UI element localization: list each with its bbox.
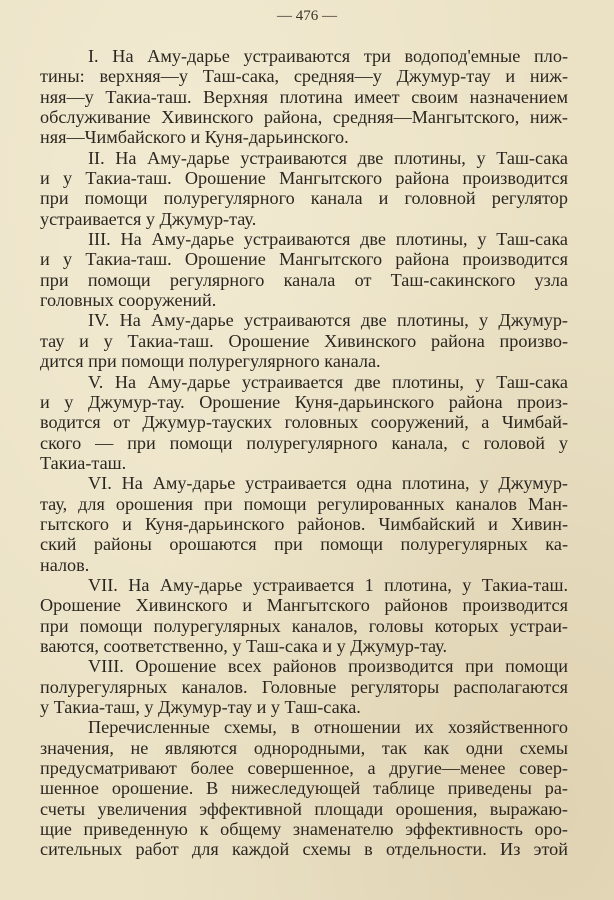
text-line: Такиа-таш. <box>40 452 127 473</box>
text-line: IV. На Аму-дарье устраиваются две плотины, у Джумур- <box>88 310 568 331</box>
text-line: щие приведенную к общему знаменателю эффективность оро- <box>40 819 568 840</box>
text-line: водится от Джумур-тауских головных сооружений, а Чимбай- <box>40 412 568 433</box>
text-line: налов. <box>40 554 90 575</box>
text-line: головных сооружений. <box>40 290 217 311</box>
text-line: V. На Аму-дарье устраивается две плотины, у Таш-сака <box>88 371 568 392</box>
text-line: и у Такиа-таш. Орошение Мангытского района производится <box>40 168 568 189</box>
text-line: VII. На Аму-дарье устраивается 1 плотина, у Такиа-таш. <box>88 574 568 595</box>
text-line: няя—Чимбайского и Куня-дарьинского. <box>40 127 349 148</box>
paragraph <box>40 46 568 148</box>
text-line: Орошение Хивинского и Мангытского районов производится <box>40 595 568 616</box>
text-line: шенное орошение. В нижеследующей таблице приведены ра- <box>40 778 568 799</box>
text-line: VI. На Аму-дарье устраивается одна плотина, у Джумур- <box>88 473 568 494</box>
text-line: при помощи регулярного канала от Таш-сакинского узла <box>40 269 568 290</box>
text-line: счеты увеличения эффективной площади орошения, выражаю- <box>40 798 568 819</box>
text-line: Перечисленные схемы, в отношении их хозяйственного <box>88 717 568 738</box>
paragraph <box>40 717 568 859</box>
paragraph <box>40 575 568 656</box>
document-body <box>40 46 568 860</box>
text-line: дится при помощи полурегулярного канала. <box>40 351 381 372</box>
text-line: тау, для орошения при помощи регулированных каналов Ман- <box>40 493 568 514</box>
paragraph <box>40 372 568 474</box>
text-line: и у Джумур-тау. Орошение Куня-дарьинского района произ- <box>40 391 568 412</box>
paragraph <box>40 229 568 310</box>
text-line: III. На Аму-дарье устраиваются две плотины, у Таш-сака <box>88 229 568 250</box>
text-line: обслуживание Хивинского района, средняя—Мангытского, ниж- <box>40 107 568 128</box>
paragraph <box>40 310 568 371</box>
text-line: няя—у Такиа-таш. Верхняя плотина имеет своим назначением <box>40 86 568 107</box>
text-line: гытского и Куня-дарьинского районов. Чимбайский и Хивин- <box>40 513 568 534</box>
text-line: тины: верхняя—у Таш-сака, средняя—у Джумур-тау и ниж- <box>40 66 568 87</box>
text-line: предусматривают более совершенное, а другие—менее совер- <box>40 758 568 779</box>
text-line: сительных работ для каждой схемы в отдельности. Из этой <box>40 839 568 860</box>
paragraph <box>40 473 568 575</box>
text-line: ского — при помощи полурегулярного канала, с головой у <box>40 432 568 453</box>
text-line: тау и у Такиа-таш. Орошение Хивинского района произво- <box>40 330 568 351</box>
text-line: II. На Аму-дарье устраиваются две плотины, у Таш-сака <box>88 147 568 168</box>
text-line: устраивается у Джумур-тау. <box>40 208 257 229</box>
paragraph <box>40 148 568 229</box>
text-line: значения, не являются однородными, так как одни схемы <box>40 737 568 758</box>
text-line: VIII. Орошение всех районов производится при помощи <box>88 656 568 677</box>
text-line: у Такиа-таш, у Джумур-тау и у Таш-сака. <box>40 697 361 717</box>
paragraph <box>40 656 568 717</box>
page-number: — 476 — <box>277 8 337 24</box>
text-line: ский районы орошаются при помощи полурегулярных ка- <box>40 534 568 555</box>
text-line: при помощи полурегулярного канала и головной регулятор <box>40 188 568 209</box>
text-line: ваются, соответственно, у Таш-сака и у Джумур-тау. <box>40 635 448 656</box>
text-line: I. На Аму-дарье устраиваются три водопод'емные пло- <box>88 46 568 66</box>
text-line: при помощи полурегулярных каналов, головы которых устраи- <box>40 615 568 636</box>
text-line: полурегулярных каналов. Головные регуляторы располагаются <box>40 676 568 697</box>
text-line: и у Такиа-таш. Орошение Мангытского района производится <box>40 249 568 270</box>
